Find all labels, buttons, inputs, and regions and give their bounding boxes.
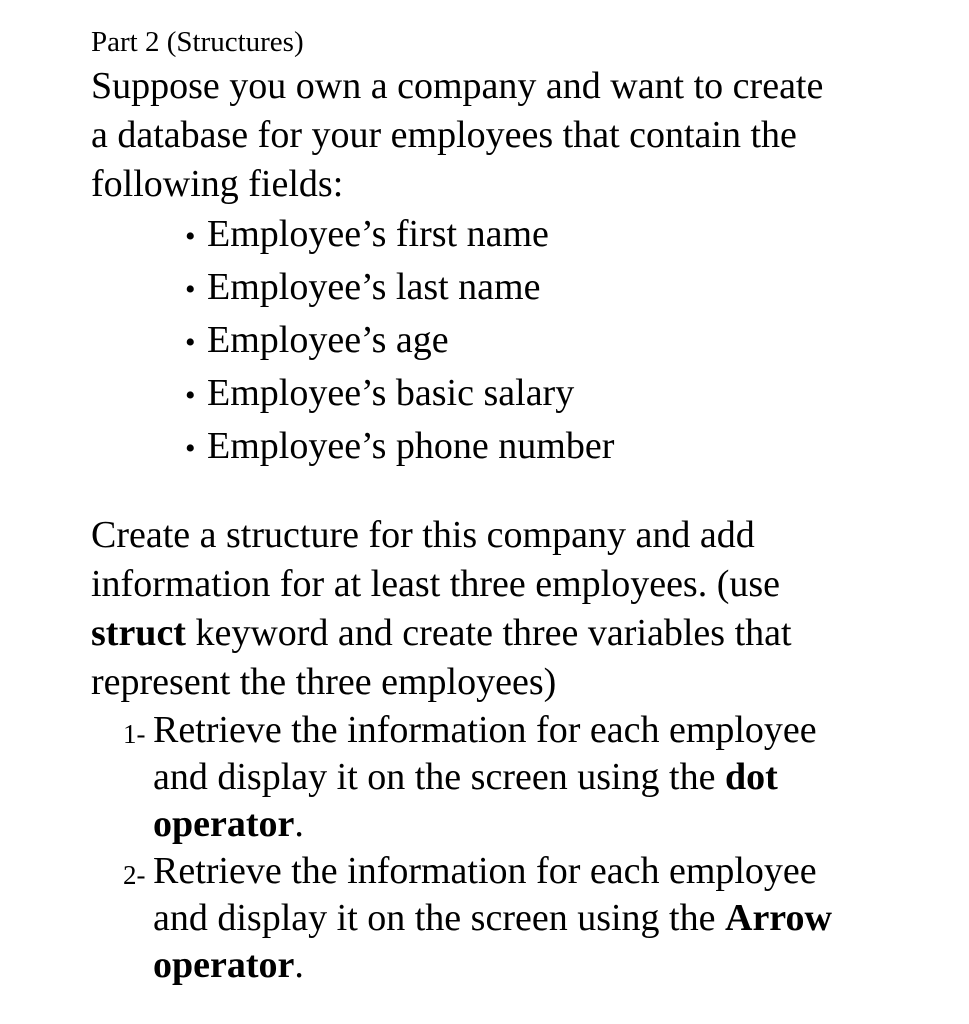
task-line xyxy=(91,609,951,658)
document-page xyxy=(91,22,951,989)
bullet-icon: • xyxy=(185,273,196,306)
step-line xyxy=(153,801,951,848)
intro-line: following fields: xyxy=(91,163,344,205)
step-number: 2- xyxy=(123,860,146,890)
dot-keyword: dot xyxy=(725,756,778,798)
field-item-age xyxy=(185,315,951,368)
step-line: Retrieve the information for each employee xyxy=(153,850,817,892)
field-label: Employee’s last name xyxy=(207,266,541,308)
operator-keyword: operator xyxy=(153,803,295,845)
spacer xyxy=(91,474,951,511)
field-label: Employee’s age xyxy=(207,319,449,361)
bullet-icon: • xyxy=(185,379,196,412)
step-text: and display it on the screen using the xyxy=(153,756,725,798)
field-item-phone-number xyxy=(185,421,951,474)
intro-line: a database for your employees that contain the xyxy=(91,114,797,156)
task-paragraph xyxy=(91,511,951,707)
field-label: Employee’s phone number xyxy=(207,425,615,467)
struct-keyword: struct xyxy=(91,612,186,654)
task-line: represent the three employees) xyxy=(91,661,557,703)
step-line xyxy=(153,754,951,801)
intro-paragraph xyxy=(91,62,951,209)
task-line-text: keyword and create three variables that xyxy=(185,612,792,654)
step-text: and display it on the screen using the xyxy=(153,897,725,939)
field-item-first-name xyxy=(185,209,951,262)
step-line: Retrieve the information for each employee xyxy=(153,709,817,751)
step-period: . xyxy=(294,803,304,845)
part-heading: Part 2 (Structures) xyxy=(91,26,304,58)
operator-keyword: operator xyxy=(153,944,295,986)
step-item-2 xyxy=(123,848,951,989)
step-number: 1- xyxy=(123,719,146,749)
steps-list xyxy=(91,707,951,989)
bullet-icon: • xyxy=(185,220,196,253)
intro-line: Suppose you own a company and want to create xyxy=(91,65,824,107)
field-label: Employee’s first name xyxy=(207,213,549,255)
field-item-last-name xyxy=(185,262,951,315)
step-item-1 xyxy=(123,707,951,848)
bullet-icon: • xyxy=(185,326,196,359)
step-line xyxy=(153,895,951,942)
step-period: . xyxy=(294,944,304,986)
step-line xyxy=(153,942,951,989)
field-item-basic-salary xyxy=(185,368,951,421)
task-line: Create a structure for this company and add xyxy=(91,514,755,556)
field-label: Employee’s basic salary xyxy=(207,372,575,414)
task-line: information for at least three employees. (use xyxy=(91,563,781,605)
bullet-icon: • xyxy=(185,432,196,465)
arrow-keyword: Arrow xyxy=(725,897,832,939)
fields-list xyxy=(91,209,951,474)
